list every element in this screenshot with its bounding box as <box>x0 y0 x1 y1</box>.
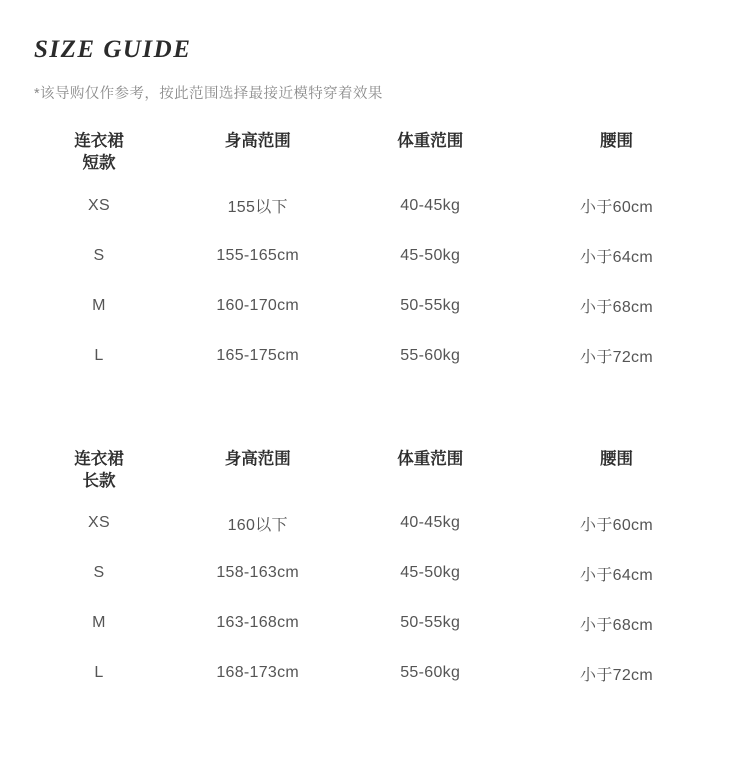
cell-size: L <box>94 346 104 364</box>
column-header-category-main: 连衣裙 <box>74 449 124 468</box>
cell-height: 158-163cm <box>216 564 300 582</box>
cell-weight: 40-45kg <box>400 196 461 214</box>
cell-waist: 小于72cm <box>580 666 653 684</box>
cell-weight: 50-55kg <box>400 614 461 632</box>
cell-height: 163-168cm <box>216 614 300 632</box>
column-header-category-sub: 长款 <box>82 471 116 490</box>
disclaimer-note: *该导购仅作参考，按此范围选择最接近模特穿着效果 <box>34 86 383 102</box>
cell-waist: 小于64cm <box>580 566 653 584</box>
size-table-short-dress <box>30 129 720 381</box>
cell-height: 160-170cm <box>216 296 300 314</box>
table-row <box>30 331 720 381</box>
cell-height: 155以下 <box>227 199 288 217</box>
cell-waist: 小于68cm <box>580 299 653 317</box>
cell-size: M <box>92 296 106 314</box>
cell-height: 160以下 <box>227 516 288 534</box>
cell-size: S <box>93 564 105 582</box>
cell-weight: 50-55kg <box>400 296 461 314</box>
cell-waist: 小于64cm <box>580 249 653 267</box>
column-header-height: 身高范围 <box>224 449 291 468</box>
size-table-long-dress-block <box>30 447 720 699</box>
column-header-category <box>30 129 168 181</box>
size-table-long-dress <box>30 447 720 699</box>
column-header-weight: 体重范围 <box>397 449 464 468</box>
table-row <box>30 181 720 231</box>
page-title: SIZE GUIDE <box>34 36 192 63</box>
cell-height: 168-173cm <box>216 664 300 682</box>
table-header-row <box>30 129 720 181</box>
cell-height: 155-165cm <box>216 246 300 264</box>
cell-waist: 小于72cm <box>580 349 653 367</box>
column-header-height: 身高范围 <box>224 132 291 150</box>
column-header-waist: 腰围 <box>599 132 633 150</box>
cell-size: M <box>92 614 106 632</box>
column-header-category-main: 连衣裙 <box>74 132 124 150</box>
column-header-waist: 腰围 <box>599 449 633 468</box>
cell-size: XS <box>88 196 110 214</box>
column-header-category-sub: 短款 <box>82 154 116 173</box>
cell-size: L <box>94 664 104 682</box>
table-row <box>30 281 720 331</box>
table-row <box>30 498 720 548</box>
column-header-weight: 体重范围 <box>397 132 464 150</box>
cell-waist: 小于68cm <box>580 616 653 634</box>
table-row <box>30 648 720 698</box>
cell-weight: 40-45kg <box>400 514 461 532</box>
column-header-category <box>30 447 168 499</box>
table-header-row <box>30 447 720 499</box>
cell-size: S <box>93 246 105 264</box>
table-row <box>30 598 720 648</box>
cell-weight: 45-50kg <box>400 564 461 582</box>
cell-waist: 小于60cm <box>580 199 653 217</box>
cell-weight: 55-60kg <box>400 346 461 364</box>
table-row <box>30 231 720 281</box>
cell-size: XS <box>88 514 110 532</box>
table-row <box>30 548 720 598</box>
cell-weight: 45-50kg <box>400 246 461 264</box>
cell-weight: 55-60kg <box>400 664 461 682</box>
cell-waist: 小于60cm <box>580 516 653 534</box>
cell-height: 165-175cm <box>216 346 300 364</box>
size-table-short-dress-block <box>30 129 720 381</box>
